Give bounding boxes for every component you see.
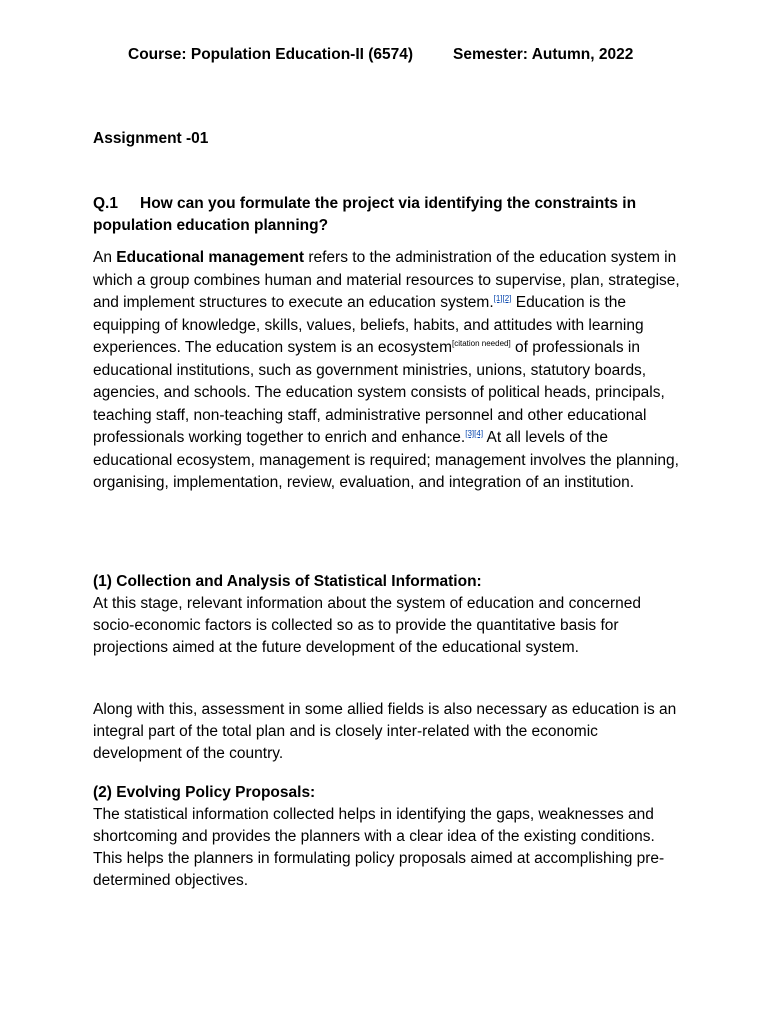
semester-label: Semester: Autumn, 2022 (453, 46, 634, 63)
section-1-para-2-block (93, 699, 683, 765)
intro-part4: At all levels of the educational ecosystem, management is required; management involves the planning, organising, implementation, review, evaluation, and integration of an institution. (93, 429, 679, 491)
section-1-heading: (1) Collection and Analysis of Statistical Information: (93, 573, 482, 590)
intro-term: Educational management (116, 249, 305, 266)
section-1-paragraph-1: At this stage, relevant information about the system of education and concerned socio-economic factors is collected so as to provide the quantitative basis for projections aimed at the future development of the educational system. (93, 595, 641, 656)
citation-link-1-2[interactable]: [1][2] (493, 294, 512, 303)
intro-lead: An (93, 249, 117, 266)
section-2 (93, 782, 683, 892)
citation-link-3-4[interactable]: [3][4] (465, 429, 484, 438)
section-2-heading: (2) Evolving Policy Proposals: (93, 784, 316, 801)
intro-part3: of professionals in educational institutions, such as government ministries, unions, statutory boards, agencies, and schools. The education system consists of political heads, principals, teaching staff, non-teaching staff, administrative personnel and other educational professionals working together to enrich and enhance. (93, 339, 665, 446)
intro-paragraph (93, 247, 683, 495)
question-text: How can you formulate the project via identifying the constraints in population education planning? (93, 195, 637, 234)
section-2-paragraph-1: The statistical information collected helps in identifying the gaps, weaknesses and shortcoming and provides the planners with a clear idea of the existing conditions. This helps the planners in formulating policy proposals aimed at accomplishing pre-determined objectives. (93, 806, 665, 889)
section-1-paragraph-2: Along with this, assessment in some allied fields is also necessary as education is an integral part of the total plan and is closely inter-related with the economic development of the country. (93, 701, 677, 762)
intro-part2: Education is the equipping of knowledge, skills, values, beliefs, habits, and attitudes with learning experiences. The education system is an ecosystem (93, 294, 644, 356)
citation-needed: [citation needed] (451, 339, 511, 348)
intro-part1: refers to the administration of the education system in which a group combines human and material resources to supervise, plan, strategise, and implement structures to execute an education system. (93, 249, 680, 311)
course-title: Course: Population Education-II (6574) (128, 46, 414, 63)
question-number: Q.1 (93, 195, 118, 212)
question-block (93, 193, 683, 237)
assignment-title: Assignment -01 (93, 130, 209, 147)
section-1 (93, 571, 683, 659)
